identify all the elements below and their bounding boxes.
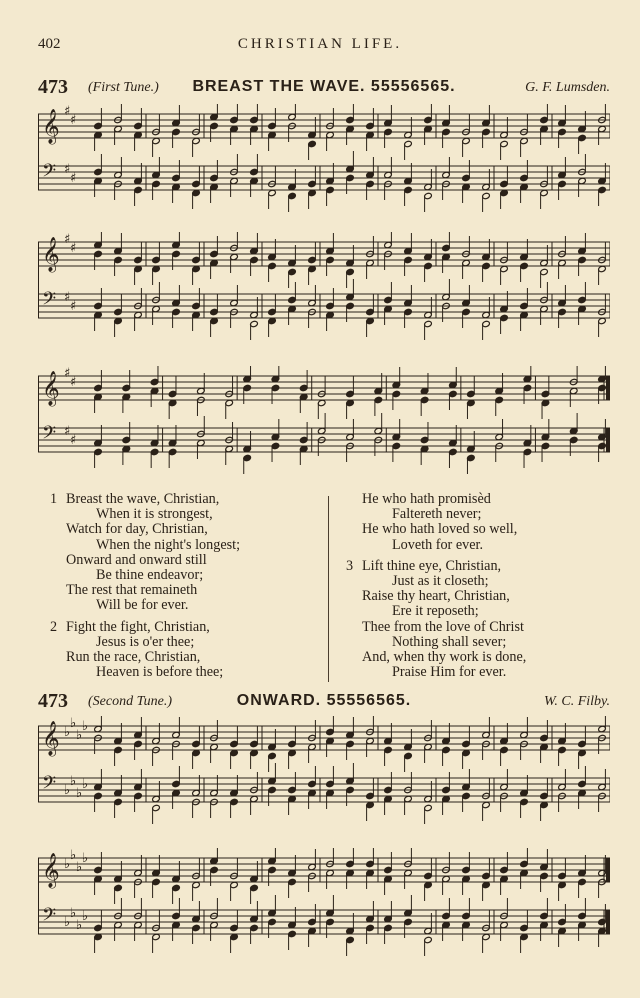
svg-text:♭: ♭ <box>64 857 71 872</box>
verse-line: Breast the wave, Christian, <box>66 491 220 507</box>
svg-text:♯: ♯ <box>70 433 77 448</box>
verse-line: Be thine endeavor; <box>96 567 204 584</box>
svg-text:♭: ♭ <box>82 719 89 734</box>
svg-text:♯: ♯ <box>70 113 77 128</box>
verse-line: Praise Him for ever. <box>392 664 507 681</box>
verse-line: Heaven is before thee; <box>96 664 224 681</box>
verse-line: Faltereth never; <box>392 506 482 523</box>
bass-staff <box>38 763 610 824</box>
verse-line: Thee from the love of Christ <box>362 618 524 635</box>
hymn-verses <box>50 491 606 682</box>
bass-staff <box>38 413 610 474</box>
verse-line: Onward and onward still <box>66 551 207 568</box>
svg-text:♭: ♭ <box>76 728 83 743</box>
svg-text:♭: ♭ <box>64 783 71 798</box>
music-system <box>38 848 610 956</box>
svg-text:♭: ♭ <box>64 725 71 740</box>
treble-staff <box>38 232 610 288</box>
tune-title: ONWARD. 55556565. <box>236 692 412 709</box>
svg-text:♯: ♯ <box>64 424 71 439</box>
hymn-number: 473 <box>38 76 68 98</box>
verse-line: Will be for ever. <box>96 597 189 614</box>
verse-1 <box>50 491 306 614</box>
svg-text:♭: ♭ <box>70 906 77 921</box>
verse-2-continued <box>362 492 602 553</box>
music-system <box>38 716 610 824</box>
treble-staff <box>38 848 610 904</box>
svg-text:♭: ♭ <box>76 786 83 801</box>
verse-line: When it is strongest, <box>96 506 213 523</box>
verse-line: Raise thy heart, Christian, <box>362 588 510 605</box>
treble-clef-icon: 𝄞 <box>42 721 60 756</box>
tune-note: (Second Tune.) <box>88 694 172 709</box>
bass-clef-icon: 𝄢 <box>42 773 57 798</box>
verse-line: Nothing shall sever; <box>392 633 507 650</box>
svg-text:♭: ♭ <box>70 848 77 863</box>
verse-line: And, when thy work is done, <box>362 649 527 666</box>
verse-line: Fight the fight, Christian, <box>66 618 210 635</box>
svg-text:♯: ♯ <box>64 104 71 119</box>
verse-line: Loveth for ever. <box>392 536 483 553</box>
hymn-header-second-tune <box>38 690 610 714</box>
verse-number: 3 <box>346 557 354 574</box>
bass-staff <box>38 151 610 212</box>
svg-text:♯: ♯ <box>64 162 71 177</box>
treble-staff <box>38 366 610 419</box>
svg-text:♯: ♯ <box>64 366 71 381</box>
bass-clef-icon: 𝄢 <box>42 289 57 314</box>
svg-text:♯: ♯ <box>64 232 71 247</box>
column-divider <box>328 496 329 682</box>
verse-line: When the night's longest; <box>96 536 241 553</box>
svg-text:♯: ♯ <box>70 375 77 390</box>
hymn-number: 473 <box>38 690 68 712</box>
page-number: 402 <box>38 36 61 52</box>
verse-number: 2 <box>50 618 58 635</box>
music-system <box>38 232 610 340</box>
verse-line: The rest that remaineth <box>66 582 198 599</box>
verse-line: Lift thine eye, Christian, <box>362 557 502 574</box>
bass-staff <box>38 279 610 340</box>
verse-line: He who hath loved so well, <box>362 521 518 538</box>
treble-staff <box>38 104 610 160</box>
bass-clef-icon: 𝄢 <box>42 423 57 448</box>
verse-number: 1 <box>50 491 58 507</box>
tune-title: BREAST THE WAVE. 55556565. <box>192 78 456 95</box>
verse-line: He who hath promisèd <box>362 491 491 507</box>
treble-clef-icon: 𝄞 <box>42 237 60 272</box>
verse-line: Watch for day, Christian, <box>66 521 208 538</box>
verse-line: Just as it closeth; <box>392 573 489 590</box>
verse-line: Jesus is o'er thee; <box>96 633 195 650</box>
music-system <box>38 104 610 212</box>
verse-2 <box>50 618 306 681</box>
tune-note: (First Tune.) <box>88 80 159 95</box>
svg-text:♯: ♯ <box>70 299 77 314</box>
composer: W. C. Filby. <box>544 694 610 709</box>
svg-text:♭: ♭ <box>70 774 77 789</box>
bass-clef-icon: 𝄢 <box>42 161 57 186</box>
treble-staff <box>38 716 610 772</box>
treble-clef-icon: 𝄞 <box>42 371 60 406</box>
treble-clef-icon: 𝄞 <box>42 853 60 888</box>
treble-clef-icon: 𝄞 <box>42 109 60 144</box>
svg-text:♯: ♯ <box>64 290 71 305</box>
svg-text:♭: ♭ <box>76 860 83 875</box>
verse-line: Run the race, Christian, <box>66 649 201 666</box>
svg-text:♯: ♯ <box>70 171 77 186</box>
bass-clef-icon: 𝄢 <box>42 905 57 930</box>
verse-column-left <box>50 491 306 686</box>
svg-text:♭: ♭ <box>64 915 71 930</box>
svg-text:♯: ♯ <box>70 241 77 256</box>
verse-column-right <box>346 491 602 686</box>
composer: G. F. Lumsden. <box>525 80 610 95</box>
svg-text:♭: ♭ <box>70 716 77 731</box>
svg-text:♭: ♭ <box>82 777 89 792</box>
music-system <box>38 366 610 474</box>
verse-line: Ere it reposeth; <box>392 603 479 620</box>
bass-staff <box>38 895 610 956</box>
hymn-header-first-tune <box>38 76 610 100</box>
svg-text:♭: ♭ <box>82 909 89 924</box>
verse-3 <box>346 557 602 681</box>
svg-text:♭: ♭ <box>76 918 83 933</box>
running-head: CHRISTIAN LIFE. <box>237 36 403 52</box>
svg-text:♭: ♭ <box>82 851 89 866</box>
